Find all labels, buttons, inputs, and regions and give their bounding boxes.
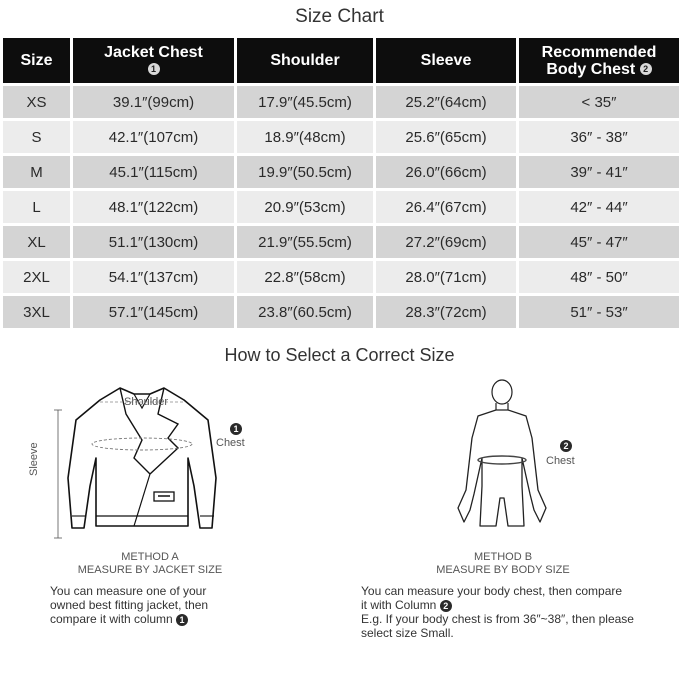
column-ref-badge-2: 2 [440, 600, 452, 612]
cell-sleeve: 26.0″(66cm) [376, 156, 516, 188]
cell-body-chest: 48″ - 50″ [519, 261, 679, 293]
cell-shoulder: 23.8″(60.5cm) [237, 296, 373, 328]
cell-jacket-chest: 54.1″(137cm) [73, 261, 234, 293]
cell-size: 2XL [3, 261, 70, 293]
chest-badge-2: 2 [560, 440, 572, 452]
column-badge-2: 2 [640, 63, 652, 75]
sleeve-label: Sleeve [28, 442, 40, 476]
chest-label-a: Chest [216, 437, 245, 449]
cell-shoulder: 17.9″(45.5cm) [237, 86, 373, 118]
method-b-description: You can measure your body chest, then compare it with Column 2 E.g. If your body chest is from 36″~38″, then please select size Small. [361, 584, 634, 640]
cell-sleeve: 27.2″(69cm) [376, 226, 516, 258]
cell-size: XS [3, 86, 70, 118]
cell-sleeve: 25.2″(64cm) [376, 86, 516, 118]
chest-badge-1: 1 [230, 423, 242, 435]
cell-jacket-chest: 48.1″(122cm) [73, 191, 234, 223]
column-ref-badge-1: 1 [176, 614, 188, 626]
cell-jacket-chest: 45.1″(115cm) [73, 156, 234, 188]
cell-jacket-chest: 42.1″(107cm) [73, 121, 234, 153]
cell-size: XL [3, 226, 70, 258]
cell-sleeve: 26.4″(67cm) [376, 191, 516, 223]
table-row [3, 86, 679, 118]
table-row [3, 261, 679, 293]
table-header-row [3, 38, 679, 83]
cell-size: M [3, 156, 70, 188]
cell-body-chest: 51″ - 53″ [519, 296, 679, 328]
cell-shoulder: 20.9″(53cm) [237, 191, 373, 223]
size-chart-title: Size Chart [295, 6, 384, 27]
cell-jacket-chest: 57.1″(145cm) [73, 296, 234, 328]
cell-shoulder: 21.9″(55.5cm) [237, 226, 373, 258]
cell-size: S [3, 121, 70, 153]
method-b-label: METHOD B MEASURE BY BODY SIZE [436, 551, 570, 576]
cell-sleeve: 25.6″(65cm) [376, 121, 516, 153]
method-a-description: You can measure one of your owned best fitting jacket, then compare it with column 1 [50, 584, 209, 626]
cell-body-chest: 45″ - 47″ [519, 226, 679, 258]
table-row [3, 121, 679, 153]
cell-body-chest: < 35″ [519, 86, 679, 118]
table-row [3, 156, 679, 188]
header-jacket-chest: Jacket Chest 1 [73, 38, 234, 83]
cell-sleeve: 28.3″(72cm) [376, 296, 516, 328]
cell-sleeve: 28.0″(71cm) [376, 261, 516, 293]
cell-size: 3XL [3, 296, 70, 328]
header-size: Size [3, 38, 70, 83]
cell-body-chest: 42″ - 44″ [519, 191, 679, 223]
header-recommended-body-chest: Recommended Body Chest 2 [519, 38, 679, 83]
chest-label-b: Chest [546, 455, 575, 467]
shoulder-label: Shoulder [124, 396, 169, 408]
cell-jacket-chest: 39.1″(99cm) [73, 86, 234, 118]
size-table [0, 35, 679, 331]
header-shoulder: Shoulder [237, 38, 373, 83]
method-a-label: METHOD A MEASURE BY JACKET SIZE [77, 551, 223, 576]
cell-size: L [3, 191, 70, 223]
cell-shoulder: 18.9″(48cm) [237, 121, 373, 153]
cell-jacket-chest: 51.1″(130cm) [73, 226, 234, 258]
cell-body-chest: 39″ - 41″ [519, 156, 679, 188]
cell-shoulder: 22.8″(58cm) [237, 261, 373, 293]
header-sleeve: Sleeve [376, 38, 516, 83]
table-row [3, 296, 679, 328]
column-badge-1: 1 [148, 63, 160, 75]
how-to-title: How to Select a Correct Size [224, 345, 455, 365]
cell-body-chest: 36″ - 38″ [519, 121, 679, 153]
table-row [3, 226, 679, 258]
cell-shoulder: 19.9″(50.5cm) [237, 156, 373, 188]
table-row [3, 191, 679, 223]
